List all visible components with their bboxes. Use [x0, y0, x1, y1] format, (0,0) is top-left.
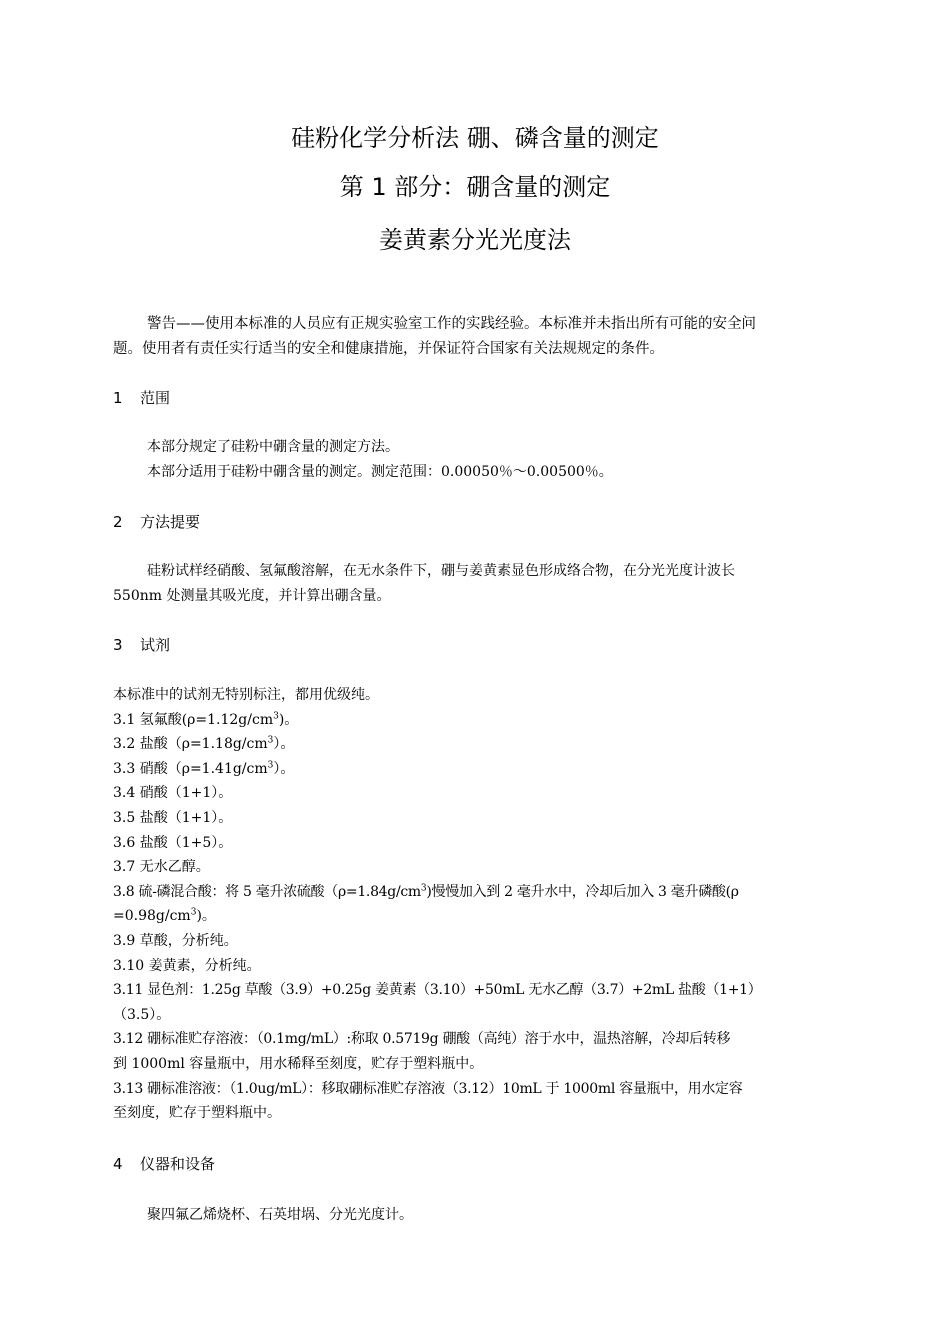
reagent-item — [113, 831, 863, 856]
apparatus-line: 聚四氟乙烯烧杯、石英坩埚、分光光度计。 — [147, 1207, 413, 1223]
section-heading-reagents — [113, 633, 170, 658]
section-title: 范围 — [140, 389, 171, 407]
method-line: 硅粉试样经硝酸、氢氟酸溶解，在无水条件下，硼与姜黄素显色形成络合物，在分光光度计波长 — [147, 563, 735, 579]
section-title: 试剂 — [140, 636, 171, 654]
reagent-text: 3.11 显色剂：1.25g 草酸（3.9）+0.25g 姜黄素（3.10）+50mL 无水乙醇（3.7）+2mL 盐酸（1+1） — [113, 982, 762, 999]
reagent-text: )。 — [278, 711, 299, 728]
reagent-text: 3.8 硫-磷混合酸：将 5 毫升浓硫酸（ρ=1.84g/cm — [113, 883, 421, 900]
reagent-text: 3.12 硼标准贮存溶液：（0.1mg/mL）:称取 0.5719g 硼酸（高纯）溶于水中，温热溶解，冷却后转移 — [113, 1031, 731, 1048]
scope-paragraph — [113, 435, 860, 485]
section-number: 2 — [113, 513, 123, 531]
reagent-item — [113, 781, 863, 806]
superscript: 3 — [267, 760, 274, 771]
warning-line: 警告——使用本标准的人员应有正规实验室工作的实践经验。本标准并未指出所有可能的安全问 — [147, 316, 756, 332]
reagent-text: )慢慢加入到 2 毫升水中，冷却后加入 3 毫升磷酸(ρ — [426, 883, 739, 900]
reagent-text: 3.13 硼标准溶液：（1.0ug/mL）：移取硼标准贮存溶液（3.12）10mL 于 1000ml 容量瓶中，用水定容 — [113, 1080, 743, 1097]
method-paragraph — [113, 559, 860, 609]
reagent-text: )。 — [196, 908, 216, 925]
reagent-item — [113, 904, 863, 929]
part-title: 第 1 部分：硼含量的测定 — [339, 173, 611, 201]
scope-line: 本部分规定了硅粉中硼含量的测定方法。 — [147, 439, 399, 455]
warning-line: 题。使用者有责任实行适当的安全和健康措施，并保证符合国家有关法规规定的条件。 — [113, 341, 664, 357]
reagent-list — [113, 683, 863, 1126]
reagent-intro: 本标准中的试剂无特别标注，都用优级纯。 — [113, 687, 379, 703]
method-title: 姜黄素分光光度法 — [379, 226, 571, 254]
reagent-text: （3.5）。 — [113, 1006, 171, 1023]
reagent-item — [113, 954, 863, 979]
reagent-text: 3.9 草酸，分析纯。 — [113, 932, 238, 949]
section-number: 3 — [113, 636, 123, 654]
section-heading-scope — [113, 386, 170, 411]
document-title: 硅粉化学分析法 硼、磷含量的测定 — [291, 124, 659, 152]
section-number: 1 — [113, 389, 123, 407]
apparatus-paragraph — [113, 1203, 860, 1228]
reagent-text: =0.98g/cm — [113, 908, 191, 925]
reagent-text: ）。 — [273, 736, 295, 753]
reagent-item — [113, 708, 863, 733]
reagent-text: 3.4 硝酸（1+1）。 — [113, 785, 233, 802]
reagent-text: 3.2 盐酸（ρ=1.18g/cm — [113, 736, 268, 753]
reagent-text: 到 1000ml 容量瓶中，用水稀释至刻度，贮存于塑料瓶中。 — [113, 1055, 484, 1072]
reagent-item — [113, 732, 863, 757]
reagent-item — [113, 1077, 863, 1102]
reagent-text: 3.5 盐酸（1+1）。 — [113, 809, 233, 826]
reagent-item — [113, 929, 863, 954]
reagent-item — [113, 1101, 863, 1126]
reagent-text: 3.10 姜黄素，分析纯。 — [113, 957, 261, 974]
reagent-text: 3.3 硝酸（ρ=1.41g/cm — [113, 760, 268, 777]
superscript: 3 — [420, 883, 427, 894]
reagent-text: 3.6 盐酸（1+5）。 — [113, 834, 233, 851]
superscript: 3 — [273, 710, 279, 721]
reagent-item — [113, 855, 863, 880]
reagent-item — [113, 757, 863, 782]
reagent-item — [113, 978, 863, 1003]
section-heading-method — [113, 510, 200, 535]
reagent-item — [113, 1052, 863, 1077]
method-line: 550nm 处测量其吸光度，并计算出硼含量。 — [113, 588, 391, 604]
reagent-item — [113, 880, 863, 905]
section-heading-apparatus — [113, 1152, 215, 1177]
reagent-text: 3.7 无水乙醇。 — [113, 859, 210, 876]
warning-paragraph — [113, 312, 860, 362]
superscript: 3 — [190, 907, 197, 918]
reagent-item — [113, 1027, 863, 1052]
reagent-item — [113, 806, 863, 831]
superscript: 3 — [267, 735, 274, 746]
section-title: 仪器和设备 — [140, 1155, 216, 1173]
reagent-item — [113, 1003, 863, 1028]
reagent-text: 至刻度，贮存于塑料瓶中。 — [113, 1105, 281, 1122]
scope-line: 本部分适用于硅粉中硼含量的测定。测定范围：0.00050％～0.00500％。 — [147, 464, 613, 480]
section-title: 方法提要 — [140, 513, 201, 531]
reagent-text: ）。 — [273, 760, 295, 777]
reagent-text: 3.1 氢氟酸(ρ=1.12g/cm — [113, 711, 274, 728]
section-number: 4 — [113, 1155, 123, 1173]
